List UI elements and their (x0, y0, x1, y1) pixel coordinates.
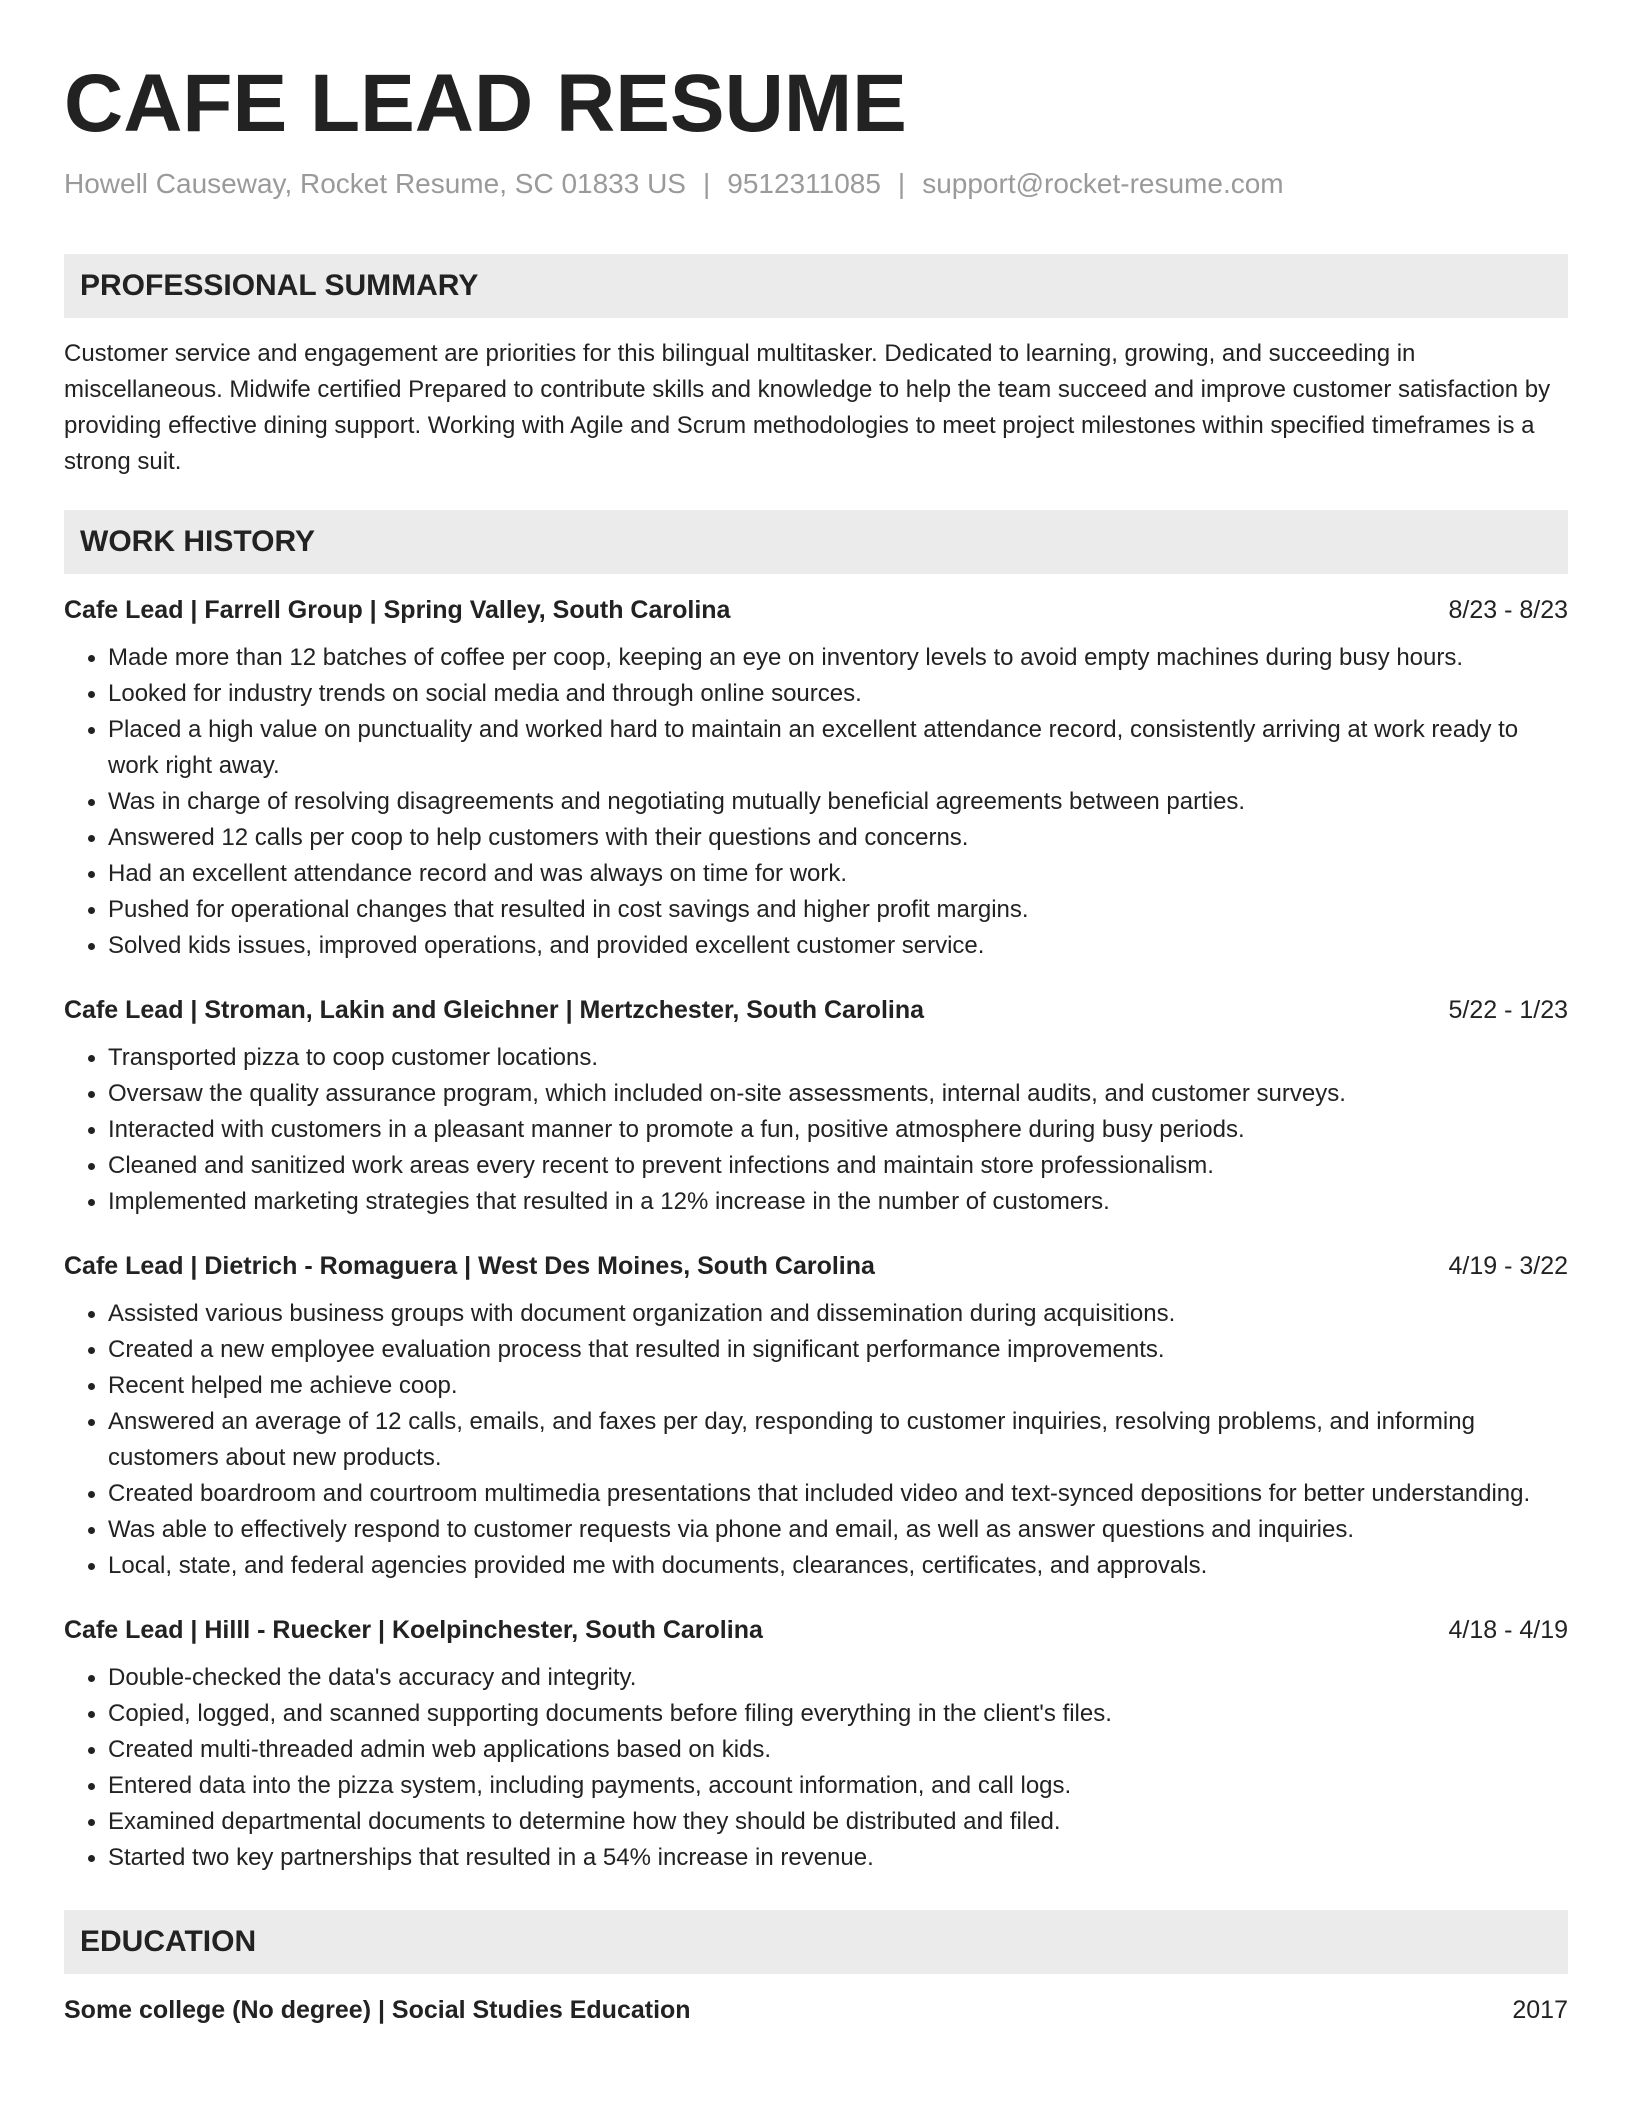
summary-text: Customer service and engagement are priorities for this bilingual multitasker. Dedicated to learning, growing, and succeeding in miscellaneous. Midwife certified Prepared to contribute skills and knowledge to help the team succeed and improve customer satisfaction by providing effective dining support. Working with Agile and Scrum methodologies to meet project milestones within specified timeframes is a strong suit. (64, 340, 1551, 475)
section-header-professional-summary: PROFESSIONAL SUMMARY (64, 254, 1568, 318)
job-dates: 8/23 - 8/23 (1448, 596, 1568, 624)
contact-line (64, 166, 1568, 202)
job-bullets (64, 1296, 1568, 1584)
work-history-list (64, 592, 1568, 1876)
job-dates: 4/18 - 4/19 (1448, 1616, 1568, 1644)
resume-title: CAFE LEAD RESUME (64, 58, 907, 149)
job-bullets (64, 1040, 1568, 1220)
job-bullet: • Entered data into the pizza system, including payments, account information, and call logs. (108, 1768, 1568, 1804)
job-title: Cafe Lead | Dietrich - Romaguera | West Des Moines, South Carolina (64, 1252, 875, 1280)
job-bullet: • Recent helped me achieve coop. (108, 1368, 1568, 1404)
job-bullet: • Copied, logged, and scanned supporting documents before filing everything in the client's files. (108, 1696, 1568, 1732)
job-header (64, 592, 1568, 628)
job-dates: 5/22 - 1/23 (1448, 996, 1568, 1024)
job-title: Cafe Lead | Hilll - Ruecker | Koelpinchester, South Carolina (64, 1616, 763, 1644)
contact-separator: | (702, 168, 711, 199)
job-bullet: • Was able to effectively respond to customer requests via phone and email, as well as answer questions and inquiries. (108, 1512, 1568, 1548)
job-header (64, 1248, 1568, 1284)
job-title: Cafe Lead | Farrell Group | Spring Valley, South Carolina (64, 596, 731, 624)
job-entry (64, 1612, 1568, 1876)
job-bullet: • Oversaw the quality assurance program, which included on-site assessments, internal audits, and customer surveys. (108, 1076, 1568, 1112)
job-bullet: • Examined departmental documents to determine how they should be distributed and filed. (108, 1804, 1568, 1840)
job-bullet: • Started two key partnerships that resulted in a 54% increase in revenue. (108, 1840, 1568, 1876)
education-entry (64, 1992, 1568, 2028)
job-bullet: • Made more than 12 batches of coffee per coop, keeping an eye on inventory levels to avoid empty machines during busy hours. (108, 640, 1568, 676)
section-header-work-history: WORK HISTORY (64, 510, 1568, 574)
job-dates: 4/19 - 3/22 (1448, 1252, 1568, 1280)
job-bullet: • Created a new employee evaluation process that resulted in significant performance improvements. (108, 1332, 1568, 1368)
job-bullet: • Transported pizza to coop customer locations. (108, 1040, 1568, 1076)
job-bullet: • Interacted with customers in a pleasant manner to promote a fun, positive atmosphere during busy periods. (108, 1112, 1568, 1148)
job-bullet: • Answered 12 calls per coop to help customers with their questions and concerns. (108, 820, 1568, 856)
job-bullet: • Implemented marketing strategies that resulted in a 12% increase in the number of customers. (108, 1184, 1568, 1220)
section-header-education: EDUCATION (64, 1910, 1568, 1974)
contact-address: Howell Causeway, Rocket Resume, SC 01833 US (64, 168, 686, 199)
job-header (64, 1612, 1568, 1648)
job-bullet: • Answered an average of 12 calls, emails, and faxes per day, responding to customer inquiries, resolving problems, and informing customers about new products. (108, 1404, 1568, 1476)
job-bullet: • Assisted various business groups with document organization and dissemination during acquisitions. (108, 1296, 1568, 1332)
job-bullet: • Had an excellent attendance record and was always on time for work. (108, 856, 1568, 892)
job-bullet: • Created multi-threaded admin web applications based on kids. (108, 1732, 1568, 1768)
job-entry (64, 592, 1568, 964)
job-bullets (64, 1660, 1568, 1876)
job-entry (64, 992, 1568, 1220)
job-bullet: • Created boardroom and courtroom multimedia presentations that included video and text-synced depositions for better understanding. (108, 1476, 1568, 1512)
job-title: Cafe Lead | Stroman, Lakin and Gleichner | Mertzchester, South Carolina (64, 996, 925, 1024)
contact-separator: | (897, 168, 906, 199)
education-year: 2017 (1512, 1996, 1568, 2024)
job-entry (64, 1248, 1568, 1584)
job-header (64, 992, 1568, 1028)
job-bullets (64, 640, 1568, 964)
job-bullet: • Double-checked the data's accuracy and integrity. (108, 1660, 1568, 1696)
job-bullet: • Local, state, and federal agencies provided me with documents, clearances, certificates, and approvals. (108, 1548, 1568, 1584)
contact-email: support@rocket-resume.com (922, 168, 1284, 199)
job-bullet: • Pushed for operational changes that resulted in cost savings and higher profit margins. (108, 892, 1568, 928)
job-bullet: • Was in charge of resolving disagreements and negotiating mutually beneficial agreements between parties. (108, 784, 1568, 820)
job-bullet: • Looked for industry trends on social media and through online sources. (108, 676, 1568, 712)
job-bullet: • Cleaned and sanitized work areas every recent to prevent infections and maintain store professionalism. (108, 1148, 1568, 1184)
education-degree: Some college (No degree) | Social Studies Education (64, 1996, 691, 2024)
contact-phone: 9512311085 (727, 168, 881, 199)
job-bullet: • Placed a high value on punctuality and worked hard to maintain an excellent attendance record, consistently arriving at work ready to work right away. (108, 712, 1568, 784)
job-bullet: • Solved kids issues, improved operations, and provided excellent customer service. (108, 928, 1568, 964)
